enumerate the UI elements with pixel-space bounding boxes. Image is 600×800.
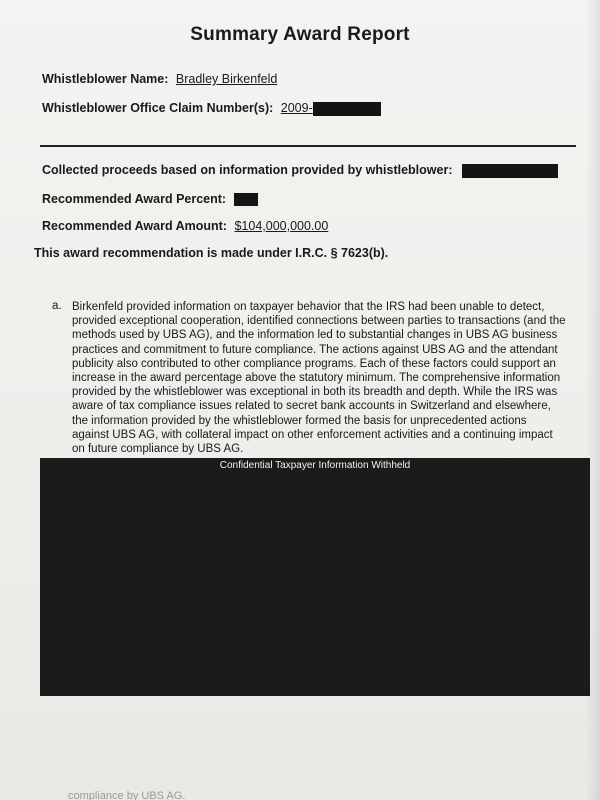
statute-line: This award recommendation is made under I.R.C. § 7623(b). — [34, 246, 389, 260]
paragraph-text: Birkenfeld provided information on taxpayer behavior that the IRS had been unable to detect, provided exceptional cooperation, identified connections between parties to transactions (and the methods used by UBS AG), and the information led to substantial changes in UBS AG business practices and commitment to future compliance. The actions against UBS AG and the attendant publicity also contributed to other compliance programs. Each of these factors could support an increase in the award percentage above the statutory minimum. The comprehensive information provided by the whistleblower was exceptional in both its breadth and depth. While the IRS was aware of tax compliance issues related to secret bank accounts in Switzerland and elsewhere, the information provided by the whistleblower formed the basis for unprecedented actions against UBS AG, with collateral impact on other enforcement activities and a continuing impact on future compliance by UBS AG. — [72, 301, 566, 456]
collected-proceeds-label: Collected proceeds based on information provided by whistleblower: — [42, 163, 453, 177]
award-amount-value: $104,000,000.00 — [234, 219, 329, 233]
award-percent-label: Recommended Award Percent: — [42, 192, 227, 206]
paragraph-marker: a. — [52, 300, 62, 312]
page-title: Summary Award Report — [190, 24, 410, 45]
section-divider — [40, 145, 576, 147]
collected-proceeds-redaction — [462, 164, 558, 178]
claim-number-value: 2009- — [280, 101, 313, 115]
withheld-label: Confidential Taxpayer Information Withheld — [219, 460, 411, 471]
claim-number-label: Whistleblower Office Claim Number(s): — [42, 101, 274, 115]
claim-number-redaction — [313, 102, 381, 116]
award-amount-row — [42, 219, 328, 233]
award-percent-redaction — [234, 193, 258, 206]
award-percent-row — [42, 192, 258, 206]
withheld-redaction-block — [40, 458, 590, 696]
whistleblower-name-row — [42, 72, 277, 86]
whistleblower-name-label: Whistleblower Name: — [42, 72, 169, 86]
bottom-bleed-through-text: compliance by UBS AG. — [68, 790, 186, 800]
award-amount-label: Recommended Award Amount: — [42, 219, 227, 233]
claim-number-row — [42, 101, 381, 116]
collected-proceeds-row — [42, 163, 558, 178]
whistleblower-name-value: Bradley Birkenfeld — [175, 72, 278, 86]
